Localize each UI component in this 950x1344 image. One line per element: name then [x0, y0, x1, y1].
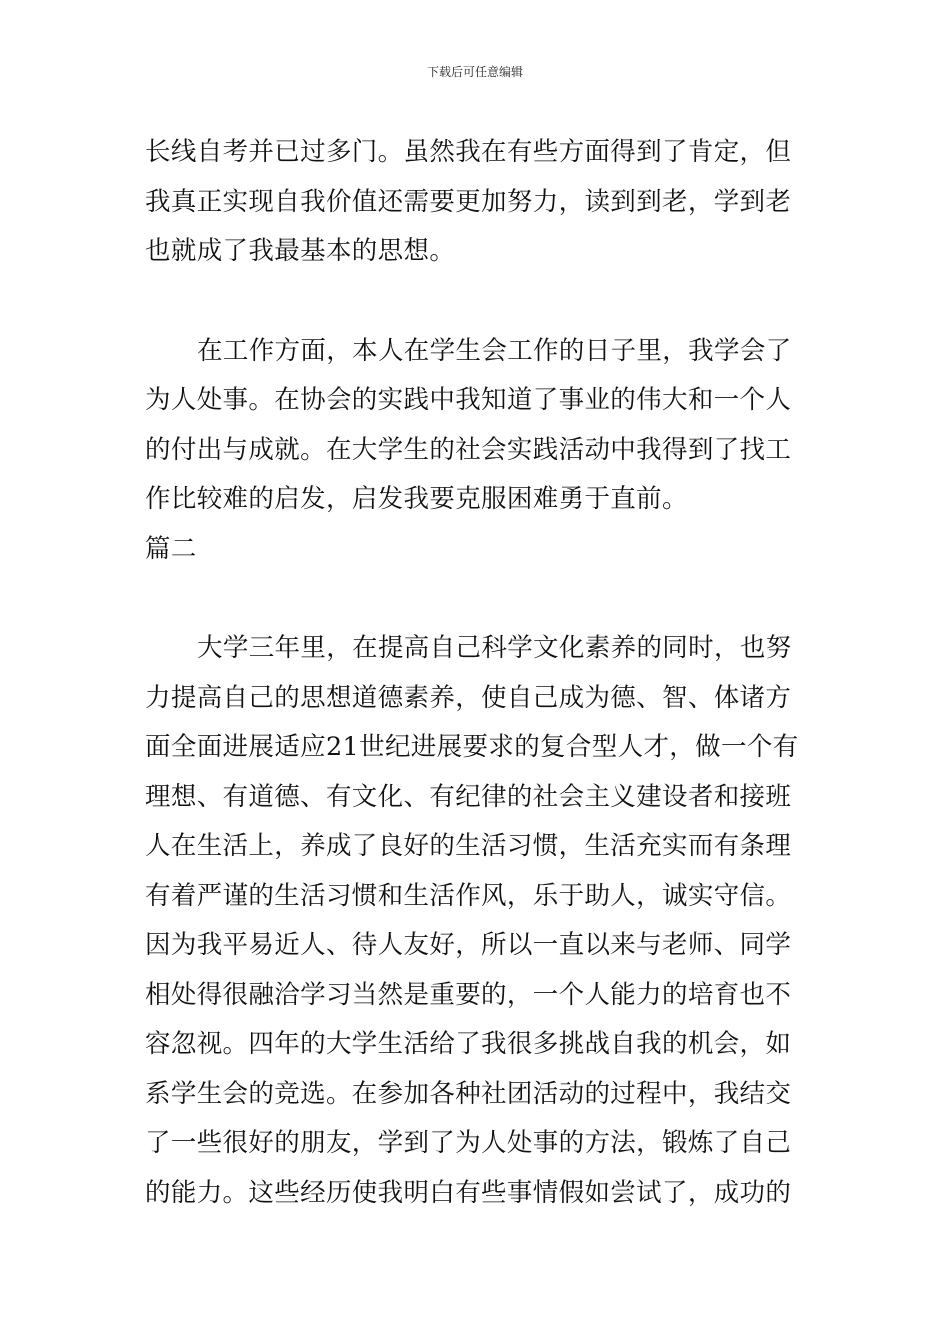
text-line: 了一些很好的朋友，学到了为人处事的方法，锻炼了自己: [145, 1128, 792, 1158]
text-line: 的能力。这些经历使我明白有些事情假如尝试了，成功的: [145, 1178, 792, 1208]
text-line: 的付出与成就。在大学生的社会实践活动中我得到了找工: [145, 435, 792, 465]
text-line: 大学三年里，在提高自己科学文化素养的同时，也努: [197, 633, 792, 663]
page-header: 下载后可任意编辑: [426, 65, 523, 79]
text-line: 理想、有道德、有文化、有纪律的社会主义建设者和接班: [145, 782, 792, 812]
text-line: 因为我平易近人、待人友好，所以一直以来与老师、同学: [145, 930, 792, 960]
text-line: 相处得很融洽学习当然是重要的，一个人能力的培育也不: [145, 980, 792, 1010]
text-line: 作比较难的启发，启发我要克服困难勇于直前。: [145, 484, 688, 514]
text-line: 容忽视。四年的大学生活给了我很多挑战自我的机会，如: [145, 1029, 792, 1059]
text-line: 为人处事。在协会的实践中我知道了事业的伟大和一个人: [145, 385, 792, 415]
text-line: 也就成了我最基本的思想。: [145, 236, 456, 266]
text-line: 面全面进展适应21世纪进展要求的复合型人才，做一个有: [145, 732, 799, 762]
section-heading: 篇二: [145, 534, 197, 564]
text-line: 有着严谨的生活习惯和生活作风，乐于助人，诚实守信。: [145, 881, 792, 911]
text-line: 长线自考并已过多门。虽然我在有些方面得到了肯定，但: [145, 137, 792, 167]
text-line: 系学生会的竞选。在参加各种社团活动的过程中，我结交: [145, 1079, 792, 1109]
text-line: 在工作方面，本人在学生会工作的日子里，我学会了: [197, 336, 792, 366]
text-line: 我真正实现自我价值还需要更加努力，读到到老，学到老: [145, 187, 792, 217]
text-line: 力提高自己的思想道德素养，使自己成为德、智、体诸方: [145, 683, 792, 713]
text-line: 人在生活上，养成了良好的生活习惯，生活充实而有条理: [145, 831, 792, 861]
